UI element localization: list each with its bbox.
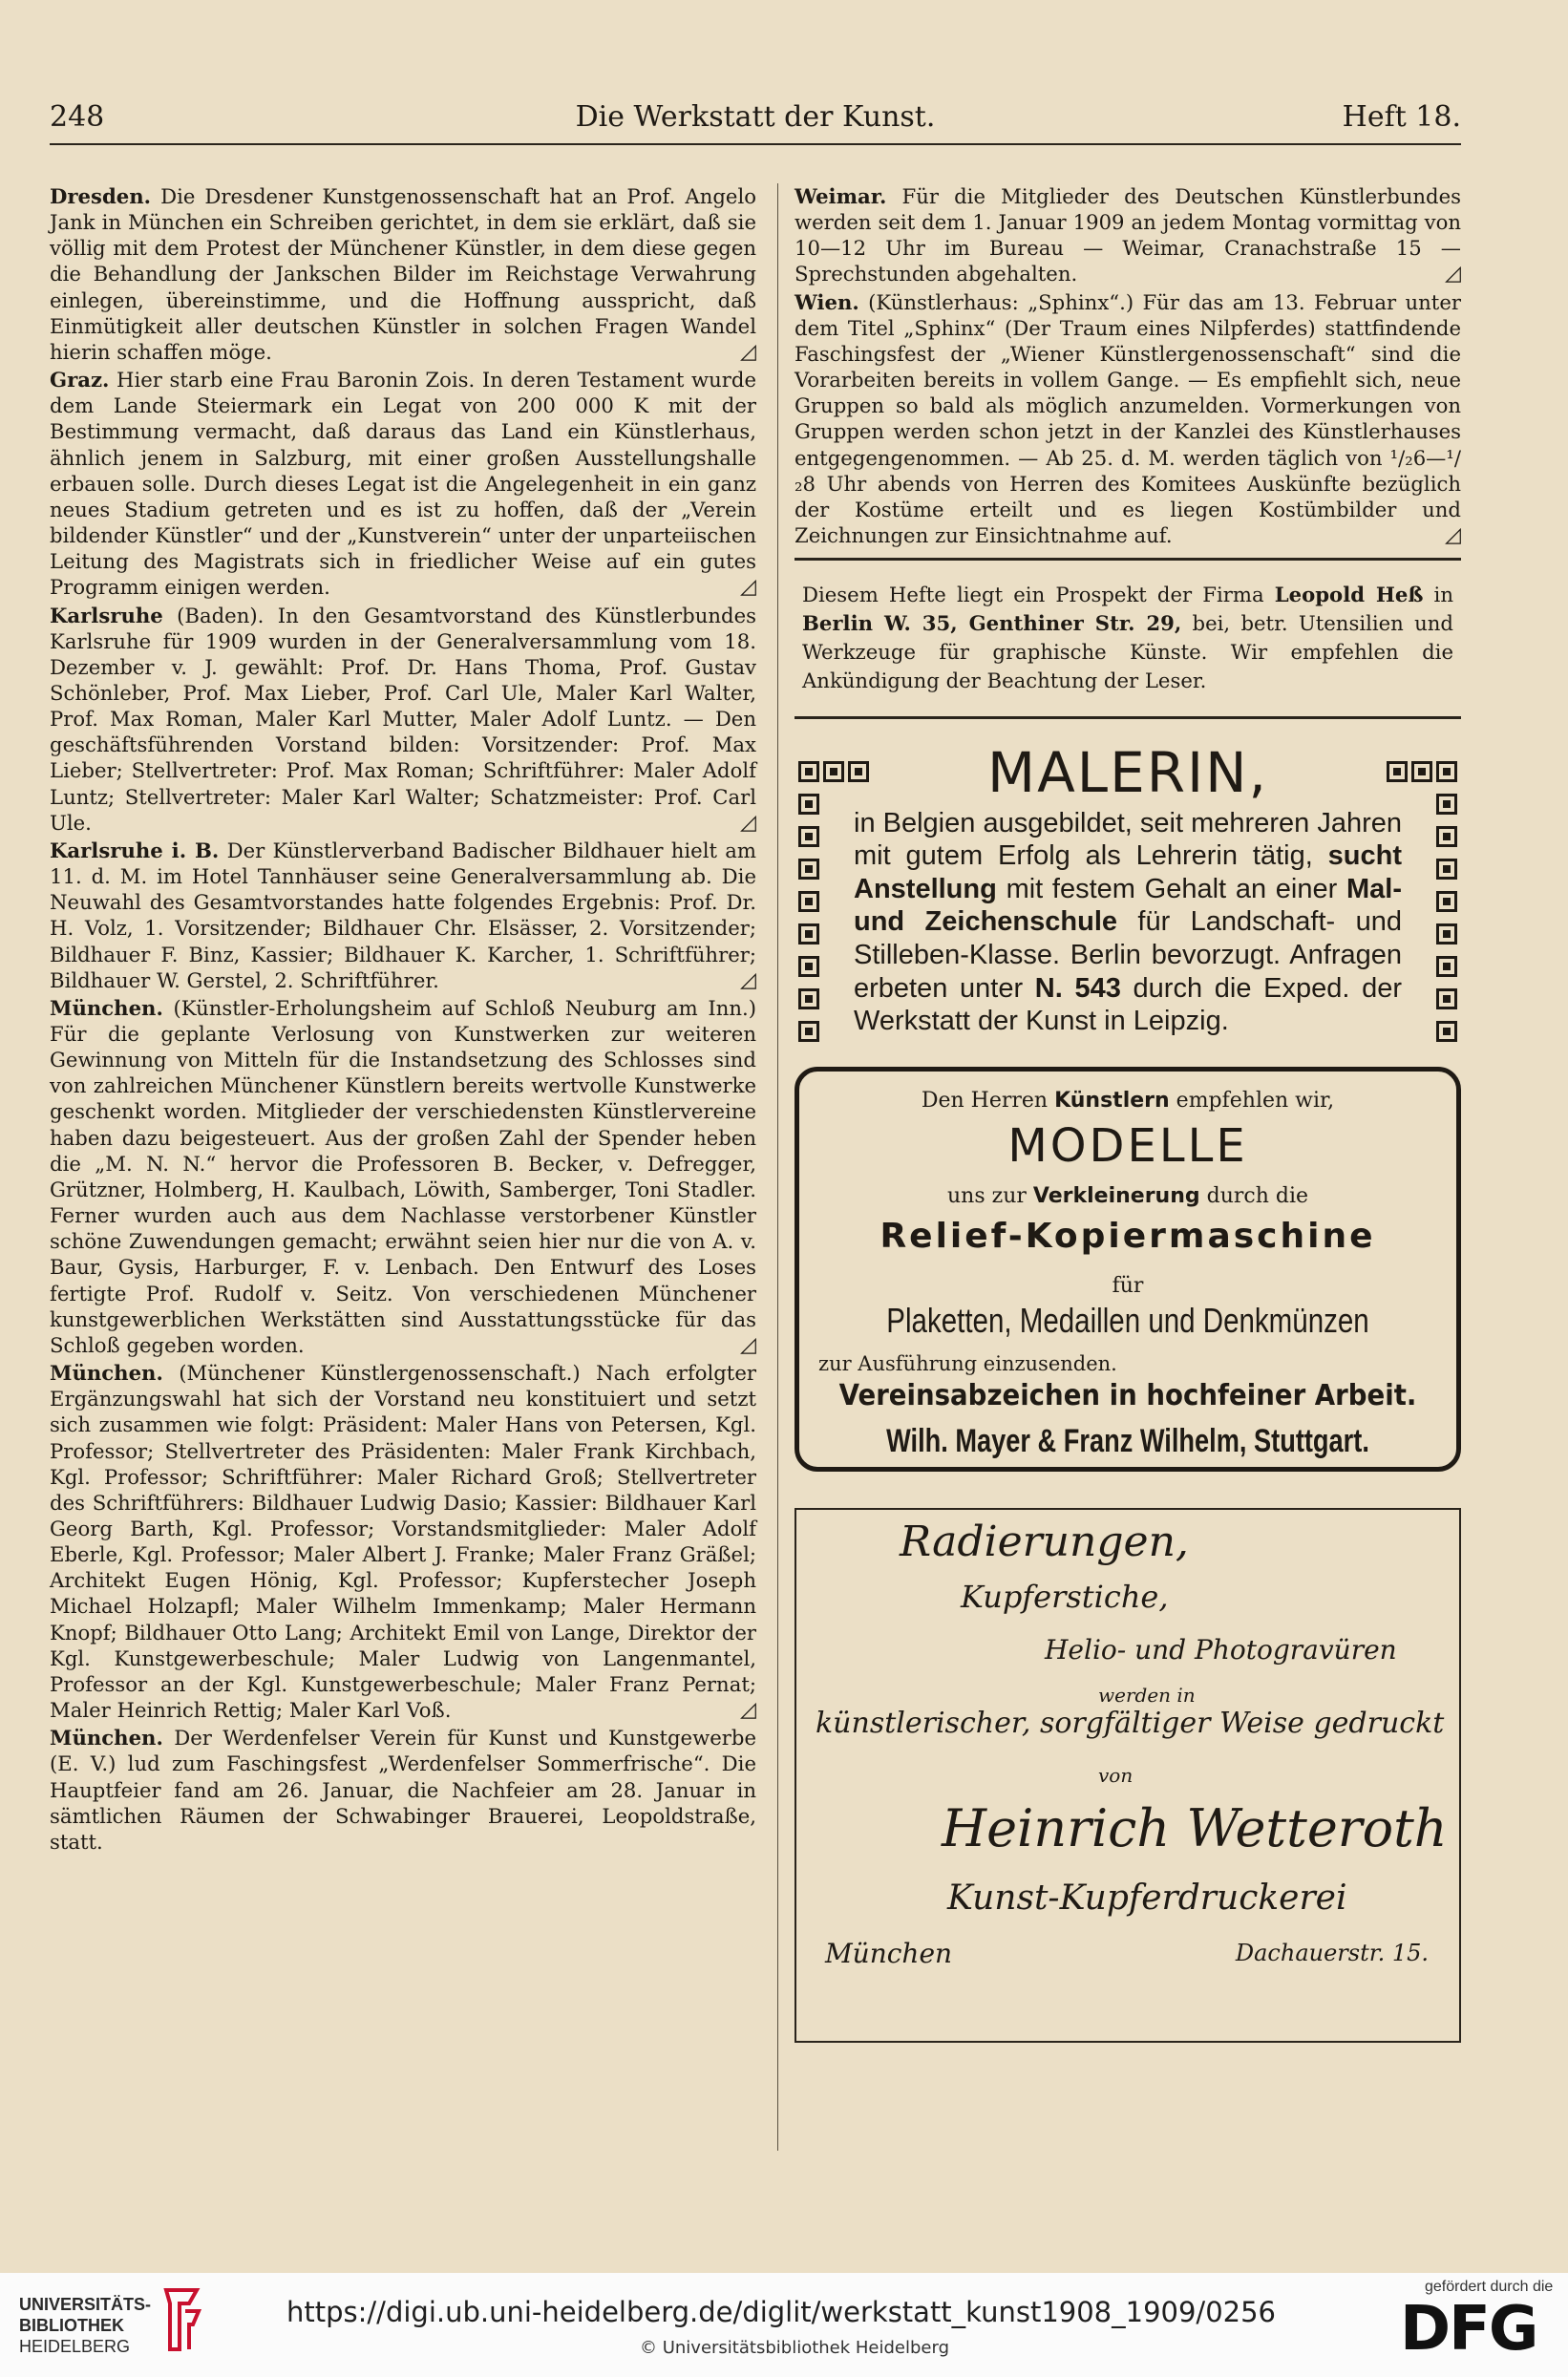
permalink-url[interactable]: https://digi.ub.uni-heidelberg.de/diglit/werkstatt_kunst1908_1909/0256: [286, 2296, 1276, 2328]
library-name[interactable]: [19, 2294, 151, 2357]
ad-line: Vereinsabzeichen in hochfeiner Arbeit.: [838, 1378, 1417, 1412]
ad-text: durch die: [1206, 1183, 1309, 1208]
square-ornament-icon: [1436, 891, 1457, 912]
square-ornament-icon: [798, 794, 819, 815]
item-text: Der Künstlerverband Badischer Bildhauer hielt am 11. d. M. im Hotel Tannhäuser seine Generalversammlung ab. Die Neuwahl des Gesamtvorstandes hatte folgendes Ergebnis: Prof. Dr. H. Volz, 1. Vorsitzender; Bildhauer Chr. Elsässer, 2. Vorsitzender; Bildhauer F. Binz, Kassier; Bildhauer K. Karcher, 1. Schriftführer; Bildhauer W. Gerstel, 2. Schriftführer.: [50, 838, 756, 992]
ad-headline: Relief-Kopiermaschine: [879, 1216, 1376, 1256]
news-item: [50, 1360, 756, 1723]
square-ornament-icon: [1436, 1021, 1457, 1042]
header-rule: [50, 143, 1461, 145]
ad-body: [854, 807, 1402, 1038]
ad-line: werden in: [1098, 1683, 1196, 1707]
ad-text: für Landschaft- und Stilleben-Klasse. Berlin bevorzugt. Anfragen erbeten unter: [854, 906, 1402, 1004]
ad-line: Helio- und Photogravüren: [1045, 1633, 1397, 1666]
ad-address: Dachauerstr. 15.: [1235, 1939, 1429, 1966]
item-text: (Künstlerhaus: „Sphinx“.) Für das am 13. Februar unter dem Titel „Sphinx“ (Der Traum eines Nilpferdes) stattfindende Faschingsfest der „Wiener Künstlergenossenschaft“ sind die Vorarbeiten bereits in vollem Gange. — Es empfiehlt sich, neue Gruppen so bald als möglich anzumelden. Vormerkungen von Gruppen werden schon jetzt in der Kanzlei des Künstlerhauses entgegengenommen. — Ab 25. d. M. werden täglich von ¹/₂6—¹/₂8 Uhr abends von Herren des Komitees Auskünfte bezüglich der Kostüme erteilt und es liegen Kostümbilder und Zeichnungen zur Einsichtnahme auf.: [795, 289, 1461, 548]
dfg-logo[interactable]: DFG: [1400, 2294, 1537, 2365]
firm-name: Leopold Heß: [1274, 583, 1424, 607]
ad-emphasis: Künstlern: [1054, 1088, 1170, 1113]
square-ornament-icon: [798, 923, 819, 944]
ad-headline: Heinrich Wetteroth: [942, 1797, 1448, 1858]
section-rule: [795, 558, 1461, 561]
notice-text: in: [1433, 583, 1453, 607]
square-ornament-icon: [798, 826, 819, 847]
news-item: [50, 838, 756, 993]
ad-city: München: [825, 1937, 953, 1969]
news-item: [795, 183, 1461, 287]
ad-text: mit festem Gehalt an einer: [1006, 873, 1338, 904]
news-item: [795, 289, 1461, 549]
square-ornament-icon: [798, 988, 819, 1009]
place-name: München.: [50, 995, 163, 1020]
ad-modelle: [795, 1067, 1461, 1472]
ad-line: Kunst-Kupferdruckerei: [947, 1878, 1347, 1918]
ad-line: von: [1098, 1763, 1134, 1787]
funding-caption: gefördert durch die: [1425, 2279, 1554, 2295]
ad-signature: Wilh. Mayer & Franz Wilhelm, Stuttgart.: [886, 1422, 1369, 1459]
item-text: Der Werdenfelser Verein für Kunst und Kunstgewerbe (E. V.) lud zum Faschingsfest „Werdenfelser Sommerfrische“. Die Hauptfeier fand am 26. Januar, die Nachfeier am 28. Januar in sämtlichen Räumen der Schwabinger Brauerei, Leopoldstraße, statt.: [50, 1726, 756, 1854]
supplement-notice: [795, 581, 1461, 695]
right-column: [795, 183, 1461, 2043]
journal-title: Die Werkstatt der Kunst.: [575, 100, 936, 134]
end-mark-icon: ◿: [740, 967, 756, 992]
item-text: Für die Mitglieder des Deutschen Künstlerbundes werden seit dem 1. Januar 1909 an jedem Montag vormittag von 10—12 Uhr im Bureau — Weimar, Cranachstraße 15 — Sprechstunden abgehalten.: [795, 184, 1461, 287]
square-ornament-icon: [1436, 794, 1457, 815]
item-text: (Künstler-Erholungsheim auf Schloß Neuburg am Inn.) Für die geplante Verlosung von Kunstwerken zur weiteren Gewinnung von Mitteln für die Instandsetzung des Schlosses sind von zahlreichen Münchener Künstlern bereits wertvolle Kunstwerke geschenkt worden. Mitglieder der verschiedensten Künstlervereine haben dazu beigesteuert. Aus der großen Zahl der Spender heben die „M. N. N.“ hervor die Professoren B. Becker, v. Defregger, Grützner, Holmberg, H. Kaulbach, Löwith, Samberger, Toni Stadler. Ferner wurden auch aus dem Nachlasse verstorbener Künstler schöne Zuwendungen gemacht; erwähnt seien hier nur die von A. v. Baur, Gysis, Harburger, F. v. Lenbach. Den Entwurf des Loses fertigte Prof. Rudolf v. Seitz. Von verschiedenen Münchener kunstgewerblichen Werkstätten sind Ausstattungsstücke für das Schloß gegeben worden.: [50, 995, 756, 1357]
item-text: (Baden). In den Gesamtvorstand des Künstlerbundes Karlsruhe für 1909 wurden in der Generalversammlung vom 18. Dezember v. J. gewählt: Prof. Dr. Hans Thoma, Prof. Gustav Schönleber, Prof. Max Lieber, Prof. Carl Ule, Maler Karl Walter, Prof. Max Roman, Maler Karl Mutter, Maler Adolf Luntz. — Den geschäftsführenden Vorstand bilden: Vorsitzender: Prof. Max Lieber; Stellvertreter: Prof. Max Roman; Schriftführer: Maler Adolf Luntz; Stellvertreter: Maler Karl Walter; Schatzmeister: Prof. Carl Ule.: [50, 603, 756, 835]
place-name: Weimar.: [795, 184, 887, 208]
news-item: [50, 1725, 756, 1855]
place-name: Graz.: [50, 368, 110, 393]
issue-number: Heft 18.: [1342, 100, 1461, 134]
ad-text: in Belgien ausgebildet, seit mehreren Jahren mit gutem Erfolg als Lehrerin tätig,: [854, 807, 1402, 872]
news-item: [50, 603, 756, 836]
ad-emphasis: sucht Anstellung: [854, 840, 1402, 904]
ad-line: für: [1112, 1273, 1144, 1298]
end-mark-icon: ◿: [740, 339, 756, 364]
firm-address: Berlin W. 35, Genthiner Str. 29,: [802, 611, 1182, 636]
square-ornament-icon: [1436, 826, 1457, 847]
item-text: Die Dresdener Kunstgenossenschaft hat an Prof. Angelo Jank in München ein Schreiben gerichtet, in dem sie erklärt, daß sie völlig mit dem Protest der Münchener Künstler, in dem diese gegen die Behandlung der Jankschen Bilder im Reichstage Verwahrung einlegen, übereinstimme, und die Hoffnung ausspricht, daß Einmütigkeit aller deutschen Künstler in solchen Fragen Wandel hierin schaffen möge.: [50, 184, 756, 364]
square-ornament-icon: [1436, 761, 1457, 782]
ad-emphasis: Mal- und Zeichenschule: [854, 873, 1402, 938]
ad-emphasis: N. 543: [1034, 972, 1121, 1004]
place-name: Dresden.: [50, 184, 152, 208]
square-ornament-icon: [1436, 956, 1457, 977]
news-item: [50, 183, 756, 365]
ad-text: durch die Exped. der Werkstatt der Kunst in Leipzig.: [854, 972, 1402, 1037]
library-name-line: UNIVERSITÄTS-: [19, 2295, 152, 2314]
square-ornament-icon: [1436, 923, 1457, 944]
ad-malerin: [795, 739, 1461, 1059]
end-mark-icon: ◿: [1445, 523, 1461, 548]
end-mark-icon: ◿: [1445, 262, 1461, 287]
ad-line: künstlerischer, sorgfältiger Weise gedruckt: [816, 1706, 1445, 1740]
place-name: Wien.: [795, 289, 859, 314]
viewer-footer: [0, 2273, 1568, 2377]
item-text: (Münchener Künstlergenossenschaft.) Nach erfolgter Ergänzungswahl hat sich der Vorstand neu konstituiert und setzt sich zusammen wie folgt: Präsident: Maler Hans von Petersen, Kgl. Professor; Stellvertreter des Präsidenten: Maler Frank Kirchbach, Kgl. Professor; Schriftführer: Maler Richard Groß; Stellvertreter des Schriftführers: Bildhauer Ludwig Dasio; Kassier: Bildhauer Karl Georg Barth, Kgl. Professor; Vorstandsmitglieder: Maler Adolf Eberle, Kgl. Professor; Maler Albert J. Franke; Maler Franz Gräßel; Architekt Eugen Hönig, Kgl. Professor; Kupferstecher Joseph Michael Holzapfl; Maler Wilhelm Immenkamp; Maler Hermann Knopf; Bildhauer Otto Lang; Architekt Emil von Lange, Direktor der Kgl. Kunstgewerbeschule; Maler Ludwig von Langenmantel, Professor an der Kgl. Kunstgewerbeschule; Maler Franz Pernat; Maler Heinrich Rettig; Maler Karl Voß.: [50, 1361, 756, 1723]
copyright-notice: © Universitätsbibliothek Heidelberg: [640, 2338, 950, 2358]
end-mark-icon: ◿: [740, 810, 756, 835]
ad-headline: Plaketten, Medaillen und Denkmünzen: [886, 1300, 1369, 1340]
news-item: [50, 995, 756, 1358]
running-header: [50, 100, 1461, 144]
ad-title: MALERIN,: [987, 739, 1268, 805]
ad-line: Kupferstiche,: [961, 1578, 1169, 1615]
section-rule: [795, 716, 1461, 719]
square-ornament-icon: [1436, 859, 1457, 880]
ad-radierungen: [795, 1508, 1461, 2043]
square-ornament-icon: [1411, 761, 1432, 782]
news-item: [50, 367, 756, 600]
page-number: 248: [50, 100, 105, 134]
ad-emphasis: Verkleinerung: [1032, 1183, 1200, 1208]
item-text: Hier starb eine Frau Baronin Zois. In deren Testament wurde dem Lande Steiermark ein Legat von 200 000 K mit der Bestimmung vermacht, daß daraus das Land ein Künstlerhaus, ähnlich jenem in Salzburg, mit einer großen Ausstellungshalle erbauen solle. Durch dieses Legat ist die Angelegenheit in ein ganz neues Stadium getreten und es ist zu hoffen, daß der „Verein bildender Künstler“ und der „Kunstverein“ unter der unparteiischen Leitung des Magistrats sich in friedlicher Weise auf ein gutes Programm einigen werden.: [50, 368, 756, 600]
square-ornament-icon: [798, 891, 819, 912]
place-name: Karlsruhe: [50, 603, 163, 627]
ad-line: [799, 1089, 1456, 1113]
notice-text: Diesem Hefte liegt ein Prospekt der Firma: [802, 583, 1264, 607]
ad-text: Den Herren: [921, 1088, 1049, 1113]
library-name-line: BIBLIOTHEK: [19, 2316, 124, 2335]
square-ornament-icon: [848, 761, 869, 782]
place-name: Karlsruhe i. B.: [50, 838, 220, 862]
place-name: München.: [50, 1361, 163, 1386]
square-ornament-icon: [798, 956, 819, 977]
ad-headline: MODELLE: [1007, 1118, 1248, 1173]
end-mark-icon: ◿: [740, 1698, 756, 1723]
ad-text: uns zur: [946, 1183, 1027, 1208]
left-column: [50, 183, 756, 1857]
ad-line: [799, 1184, 1456, 1208]
column-divider: [777, 183, 778, 2151]
library-name-line: HEIDELBERG: [19, 2337, 131, 2356]
square-ornament-icon: [798, 859, 819, 880]
square-ornament-icon: [798, 761, 819, 782]
square-ornament-icon: [798, 1021, 819, 1042]
library-logo-icon[interactable]: [160, 2286, 202, 2353]
end-mark-icon: ◿: [740, 575, 756, 600]
ad-line: zur Ausführung einzusenden.: [818, 1351, 1117, 1375]
square-ornament-icon: [1387, 761, 1408, 782]
ad-headline: Radierungen,: [900, 1517, 1189, 1566]
notice-text: bei, betr. Utensilien und Werkzeuge für graphische Künste. Wir empfehlen die Ankündigung der Beachtung der Leser.: [802, 611, 1453, 693]
place-name: München.: [50, 1726, 163, 1751]
end-mark-icon: ◿: [740, 1332, 756, 1357]
ad-text: empfehlen wir,: [1176, 1088, 1335, 1113]
square-ornament-icon: [1436, 988, 1457, 1009]
square-ornament-icon: [823, 761, 844, 782]
